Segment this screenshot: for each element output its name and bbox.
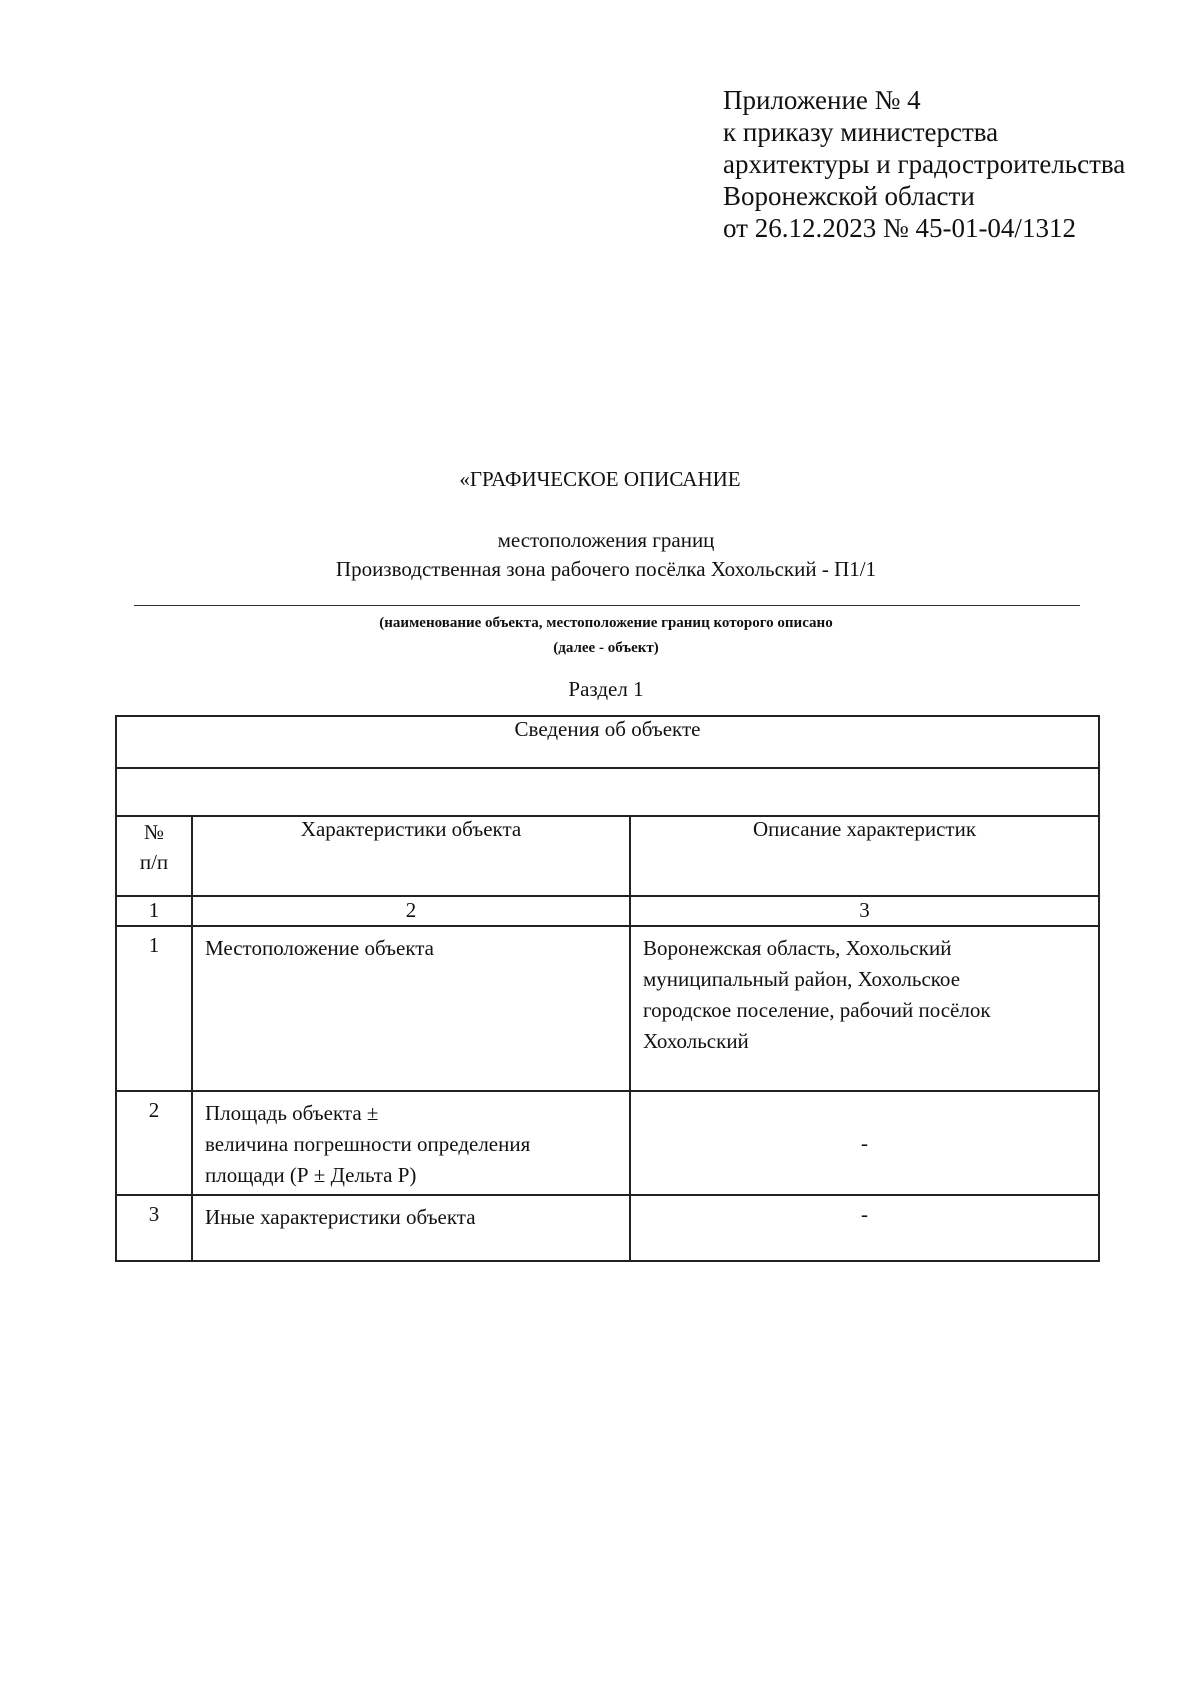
- appendix-line: Воронежской области: [723, 181, 975, 211]
- table-empty-cell: [116, 768, 1099, 816]
- row-characteristic: Иные характеристики объекта: [192, 1195, 630, 1261]
- table-header-row: [116, 816, 1099, 896]
- table-caption: Сведения об объекте: [116, 716, 1099, 768]
- row-characteristic: Местоположение объекта: [192, 926, 630, 1091]
- appendix-line: архитектуры и градостроительства: [723, 149, 1126, 179]
- description-line: городское поселение, рабочий посёлок: [643, 998, 991, 1022]
- appendix-line: к приказу министерства: [723, 117, 999, 147]
- column-number: 2: [192, 896, 630, 926]
- row-description: -: [630, 1195, 1099, 1261]
- column-number-row: [116, 896, 1099, 926]
- description-line: муниципальный район, Хохольское: [643, 967, 961, 991]
- column-number: 3: [630, 896, 1099, 926]
- row-number: 3: [116, 1195, 192, 1261]
- document-subtitle-line1: местоположения границ: [497, 528, 715, 552]
- underline-divider: [134, 605, 1080, 606]
- appendix-line: Приложение № 4: [723, 85, 921, 115]
- description-line: Хохольский: [643, 1029, 749, 1053]
- object-note-line1: (наименование объекта, местоположение границ которого описано: [379, 615, 833, 631]
- row-description: [630, 926, 1099, 1091]
- header-num-line2: п/п: [139, 850, 169, 874]
- table-row: [116, 1195, 1099, 1261]
- table-empty-row: [116, 768, 1099, 816]
- appendix-line: от 26.12.2023 № 45-01-04/1312: [723, 213, 1076, 243]
- characteristic-line: Площадь объекта ±: [205, 1101, 379, 1125]
- row-number: 1: [116, 926, 192, 1091]
- characteristic-line: величина погрешности определения: [205, 1132, 531, 1156]
- description-line: Воронежская область, Хохольский: [643, 936, 952, 960]
- object-note-line2: (далее - объект): [553, 640, 659, 656]
- table-row: [116, 926, 1099, 1091]
- header-num-line1: №: [143, 820, 165, 844]
- row-description: -: [630, 1091, 1099, 1195]
- object-info-table: [115, 715, 1100, 1262]
- appendix-block: [723, 84, 1125, 244]
- header-description: Описание характеристик: [630, 816, 1099, 896]
- column-number: 1: [116, 896, 192, 926]
- header-characteristics: Характеристики объекта: [192, 816, 630, 896]
- document-subtitle-line2: Производственная зона рабочего посёлка Хохольский - П1/1: [335, 557, 877, 581]
- table-row: [116, 1091, 1099, 1195]
- header-num: [116, 816, 192, 896]
- row-number: 2: [116, 1091, 192, 1195]
- row-characteristic: [192, 1091, 630, 1195]
- table-caption-row: [116, 716, 1099, 768]
- characteristic-line: площади (Р ± Дельта Р): [205, 1163, 417, 1187]
- document-title: «ГРАФИЧЕСКОЕ ОПИСАНИЕ: [459, 467, 741, 491]
- section-heading: Раздел 1: [568, 677, 644, 701]
